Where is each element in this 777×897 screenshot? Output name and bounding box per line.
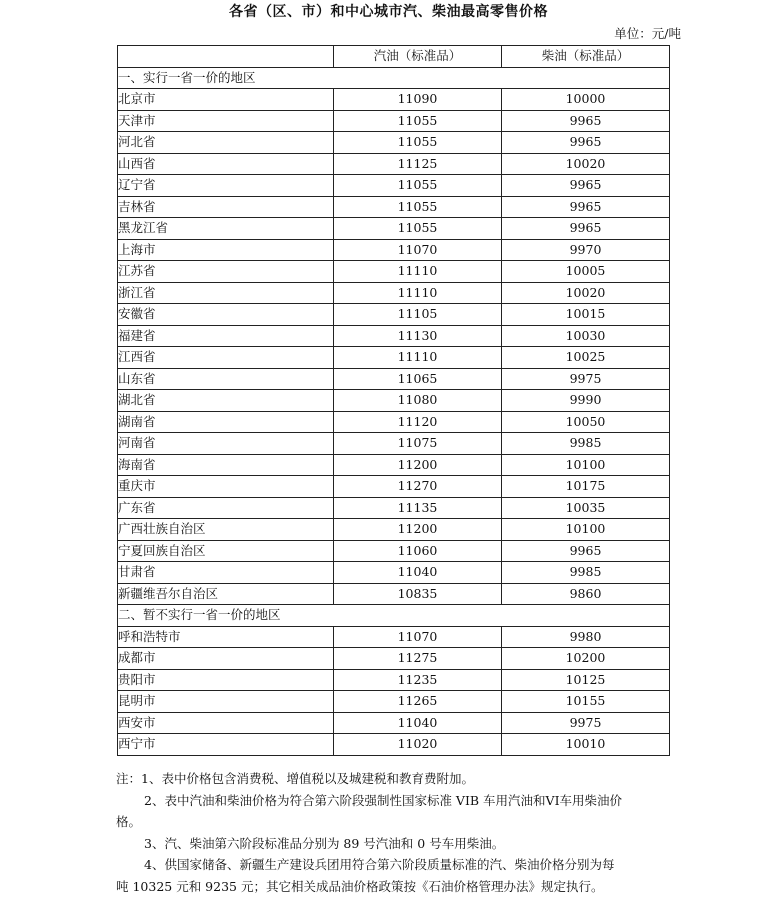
table-row — [118, 218, 670, 240]
gasoline-price-cell: 11105 — [334, 304, 502, 326]
gasoline-price-cell: 11020 — [334, 734, 502, 756]
region-cell: 江西省 — [118, 347, 334, 369]
diesel-price-cell: 9985 — [502, 433, 670, 455]
region-cell: 贵阳市 — [118, 669, 334, 691]
region-cell: 湖北省 — [118, 390, 334, 412]
gasoline-price-cell: 11055 — [334, 110, 502, 132]
section-label: 二、暂不实行一省一价的地区 — [118, 605, 670, 627]
gasoline-price-cell: 11200 — [334, 519, 502, 541]
diesel-price-cell: 10020 — [502, 153, 670, 175]
region-cell: 山西省 — [118, 153, 334, 175]
gasoline-price-cell: 11110 — [334, 282, 502, 304]
diesel-price-cell: 10125 — [502, 669, 670, 691]
note-2-cont: 格。 — [116, 811, 676, 833]
region-cell: 浙江省 — [118, 282, 334, 304]
region-cell: 重庆市 — [118, 476, 334, 498]
region-cell: 呼和浩特市 — [118, 626, 334, 648]
gasoline-price-cell: 11235 — [334, 669, 502, 691]
diesel-price-cell: 9965 — [502, 132, 670, 154]
table-row — [118, 175, 670, 197]
diesel-price-cell: 9990 — [502, 390, 670, 412]
note-1: 注：1、表中价格包含消费税、增值税以及城建税和教育费附加。 — [116, 768, 676, 790]
section-row — [118, 67, 670, 89]
diesel-price-cell: 10050 — [502, 411, 670, 433]
region-cell: 西宁市 — [118, 734, 334, 756]
gasoline-price-cell: 11120 — [334, 411, 502, 433]
gasoline-price-cell: 11135 — [334, 497, 502, 519]
diesel-price-cell: 9860 — [502, 583, 670, 605]
gasoline-price-cell: 10835 — [334, 583, 502, 605]
gasoline-price-cell: 11055 — [334, 132, 502, 154]
diesel-price-cell: 10020 — [502, 282, 670, 304]
gasoline-price-cell: 11060 — [334, 540, 502, 562]
region-cell: 北京市 — [118, 89, 334, 111]
diesel-price-cell: 10025 — [502, 347, 670, 369]
diesel-price-cell: 9965 — [502, 196, 670, 218]
gasoline-price-cell: 11125 — [334, 153, 502, 175]
table-row — [118, 153, 670, 175]
table-row — [118, 325, 670, 347]
gasoline-price-cell: 11200 — [334, 454, 502, 476]
table-row — [118, 368, 670, 390]
region-cell: 江苏省 — [118, 261, 334, 283]
gasoline-price-cell: 11270 — [334, 476, 502, 498]
note-3: 3、汽、柴油第六阶段标准品分别为 89 号汽油和 0 号车用柴油。 — [116, 833, 676, 855]
region-cell: 河北省 — [118, 132, 334, 154]
gasoline-price-cell: 11075 — [334, 433, 502, 455]
gasoline-price-cell: 11070 — [334, 239, 502, 261]
diesel-price-cell: 10010 — [502, 734, 670, 756]
notes — [116, 768, 676, 897]
gasoline-price-cell: 11130 — [334, 325, 502, 347]
table-row — [118, 562, 670, 584]
diesel-price-cell: 9965 — [502, 540, 670, 562]
table-row — [118, 132, 670, 154]
region-cell: 广西壮族自治区 — [118, 519, 334, 541]
region-cell: 宁夏回族自治区 — [118, 540, 334, 562]
page-title: 各省（区、市）和中心城市汽、柴油最高零售价格 — [0, 2, 777, 22]
diesel-price-cell: 10015 — [502, 304, 670, 326]
diesel-price-cell: 10035 — [502, 497, 670, 519]
diesel-price-cell: 9965 — [502, 110, 670, 132]
diesel-price-cell: 10175 — [502, 476, 670, 498]
table-header-row — [118, 46, 670, 68]
diesel-price-cell: 10155 — [502, 691, 670, 713]
gasoline-price-cell: 11040 — [334, 562, 502, 584]
diesel-price-cell: 9985 — [502, 562, 670, 584]
gasoline-price-cell: 11080 — [334, 390, 502, 412]
diesel-price-cell: 10000 — [502, 89, 670, 111]
table-row — [118, 196, 670, 218]
gasoline-price-cell: 11055 — [334, 175, 502, 197]
table-row — [118, 390, 670, 412]
header-blank — [118, 46, 334, 68]
note-4: 4、供国家储备、新疆生产建设兵团用符合第六阶段质量标准的汽、柴油价格分别为每 — [116, 854, 676, 876]
region-cell: 黑龙江省 — [118, 218, 334, 240]
region-cell: 新疆维吾尔自治区 — [118, 583, 334, 605]
table-row — [118, 519, 670, 541]
table-row — [118, 282, 670, 304]
region-cell: 天津市 — [118, 110, 334, 132]
region-cell: 河南省 — [118, 433, 334, 455]
table-row — [118, 433, 670, 455]
region-cell: 山东省 — [118, 368, 334, 390]
diesel-price-cell: 9965 — [502, 175, 670, 197]
table-row — [118, 347, 670, 369]
diesel-price-cell: 9965 — [502, 218, 670, 240]
table-row — [118, 476, 670, 498]
region-cell: 广东省 — [118, 497, 334, 519]
price-table — [117, 45, 670, 756]
diesel-price-cell: 10100 — [502, 454, 670, 476]
section-label: 一、实行一省一价的地区 — [118, 67, 670, 89]
diesel-price-cell: 10100 — [502, 519, 670, 541]
gasoline-price-cell: 11110 — [334, 261, 502, 283]
region-cell: 吉林省 — [118, 196, 334, 218]
gasoline-price-cell: 11055 — [334, 218, 502, 240]
section-row — [118, 605, 670, 627]
note-2: 2、表中汽油和柴油价格为符合第六阶段强制性国家标准 VIB 车用汽油和VI车用柴油价 — [116, 790, 676, 812]
gasoline-price-cell: 11265 — [334, 691, 502, 713]
table-row — [118, 261, 670, 283]
region-cell: 辽宁省 — [118, 175, 334, 197]
gasoline-price-cell: 11275 — [334, 648, 502, 670]
table-row — [118, 583, 670, 605]
diesel-price-cell: 9975 — [502, 712, 670, 734]
table-row — [118, 454, 670, 476]
unit-label: 单位：元/吨 — [614, 26, 681, 42]
region-cell: 西安市 — [118, 712, 334, 734]
table-row — [118, 497, 670, 519]
table-row — [118, 110, 670, 132]
table-row — [118, 239, 670, 261]
region-cell: 福建省 — [118, 325, 334, 347]
region-cell: 昆明市 — [118, 691, 334, 713]
diesel-price-cell: 9975 — [502, 368, 670, 390]
note-4-cont: 吨 10325 元和 9235 元；其它相关成品油价格政策按《石油价格管理办法》规定执行。 — [116, 876, 676, 897]
diesel-price-cell: 9980 — [502, 626, 670, 648]
table-row — [118, 691, 670, 713]
gasoline-price-cell: 11040 — [334, 712, 502, 734]
table-row — [118, 626, 670, 648]
table-row — [118, 540, 670, 562]
gasoline-price-cell: 11090 — [334, 89, 502, 111]
region-cell: 海南省 — [118, 454, 334, 476]
table-row — [118, 411, 670, 433]
header-diesel: 柴油（标准品） — [502, 46, 670, 68]
diesel-price-cell: 10030 — [502, 325, 670, 347]
table-row — [118, 734, 670, 756]
diesel-price-cell: 9970 — [502, 239, 670, 261]
gasoline-price-cell: 11055 — [334, 196, 502, 218]
table-row — [118, 712, 670, 734]
diesel-price-cell: 10005 — [502, 261, 670, 283]
table-row — [118, 669, 670, 691]
table-row — [118, 89, 670, 111]
region-cell: 安徽省 — [118, 304, 334, 326]
region-cell: 甘肃省 — [118, 562, 334, 584]
table-row — [118, 304, 670, 326]
region-cell: 湖南省 — [118, 411, 334, 433]
gasoline-price-cell: 11065 — [334, 368, 502, 390]
table-row — [118, 648, 670, 670]
region-cell: 成都市 — [118, 648, 334, 670]
header-gasoline: 汽油（标准品） — [334, 46, 502, 68]
gasoline-price-cell: 11110 — [334, 347, 502, 369]
gasoline-price-cell: 11070 — [334, 626, 502, 648]
diesel-price-cell: 10200 — [502, 648, 670, 670]
region-cell: 上海市 — [118, 239, 334, 261]
